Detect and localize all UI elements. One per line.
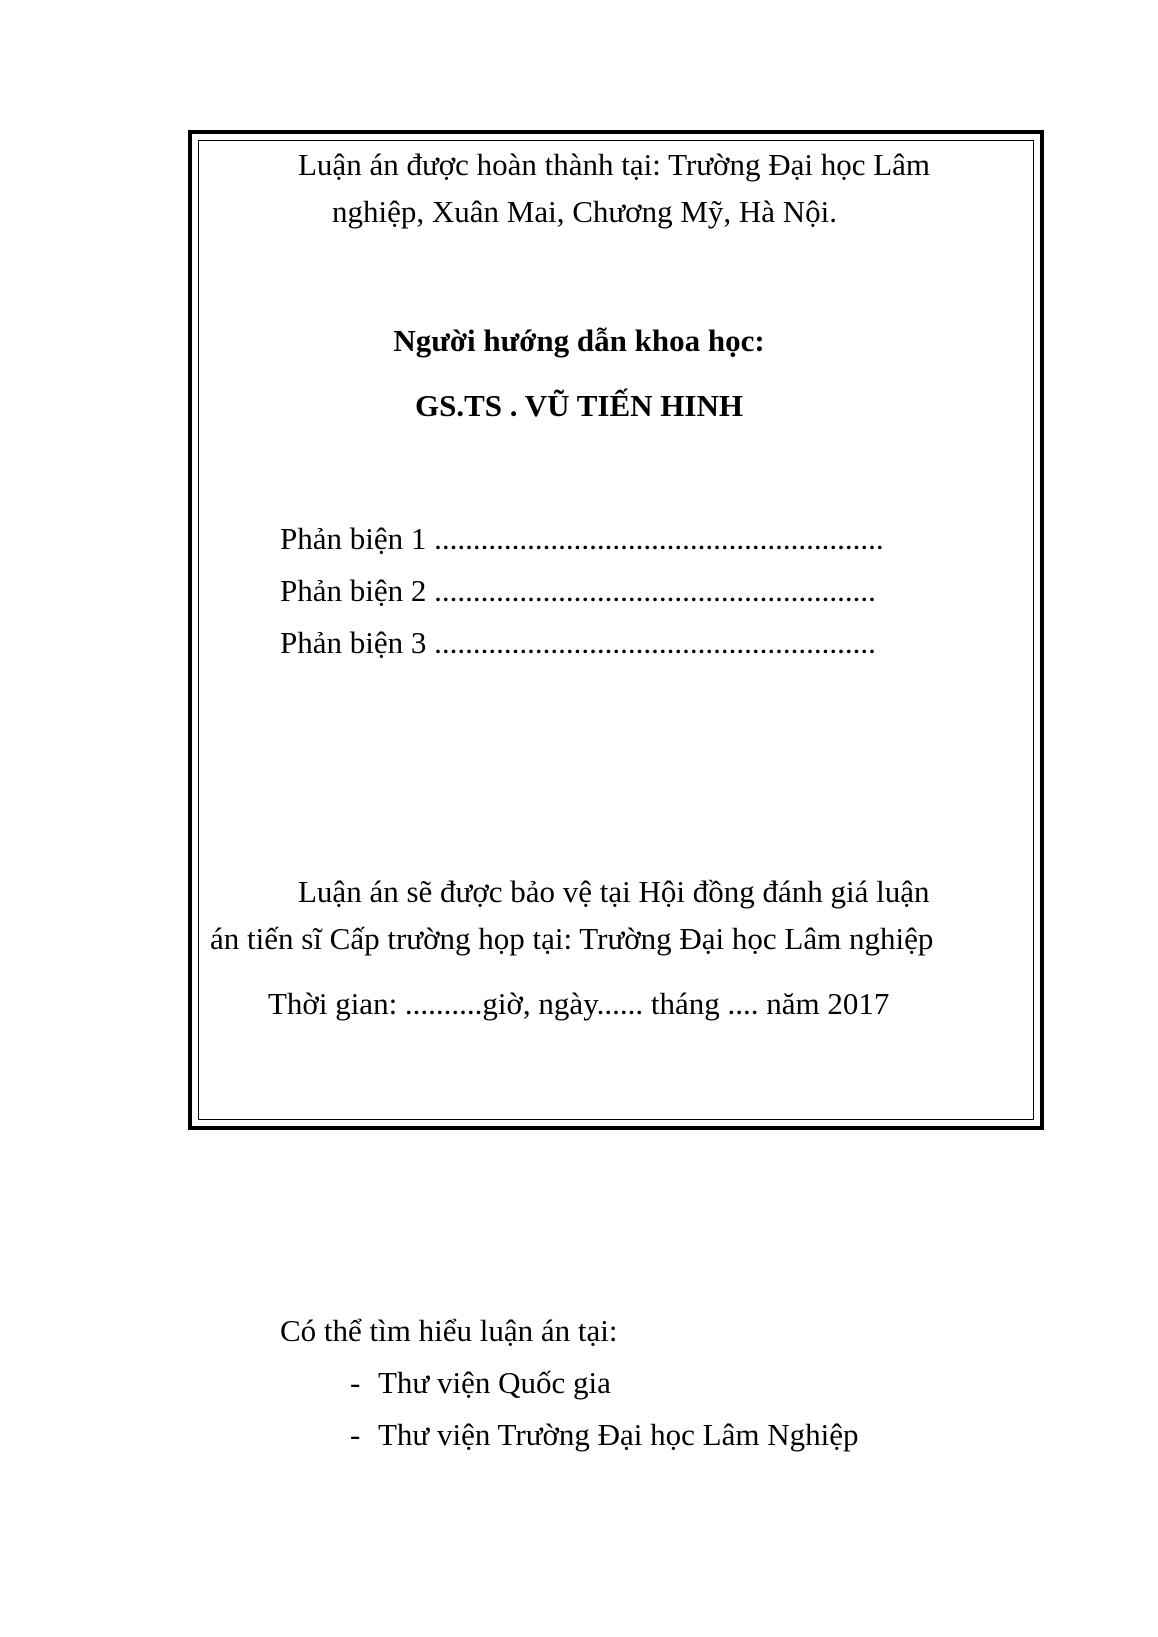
advisor-heading: Người hướng dẫn khoa học: [393,323,765,358]
completion-line-2: nghiệp, Xuân Mai, Chương Mỹ, Hà Nội. [332,194,838,229]
reviewer-2: Phản biện 2 ......................................................... [280,573,876,608]
libraries-intro: Có thể tìm hiểu luận án tại: [280,1313,618,1348]
dash-bullet: - [350,1365,361,1400]
defense-time: Thời gian: ..........giờ, ngày...... tháng .... năm 2017 [268,986,890,1021]
library-item [350,1364,611,1401]
defense-line-1: Luận án sẽ được bảo vệ tại Hội đồng đánh giá luận [298,874,930,909]
completion-line-1: Luận án được hoàn thành tại: Trường Đại học Lâm [298,147,931,182]
library-item-label: Thư viện Trường Đại học Lâm Nghiệp [378,1417,859,1452]
reviewer-1: Phản biện 1 .......................................................... [280,521,884,556]
dash-bullet: - [350,1417,361,1452]
defense-line-2: án tiến sĩ Cấp trường họp tại: Trường Đại học Lâm nghiệp [210,921,934,956]
library-item-label: Thư viện Quốc gia [378,1365,611,1400]
advisor-name: GS.TS . VŨ TIẾN HINH [415,388,743,423]
library-item [350,1416,859,1453]
reviewer-3: Phản biện 3 ......................................................... [280,625,876,660]
